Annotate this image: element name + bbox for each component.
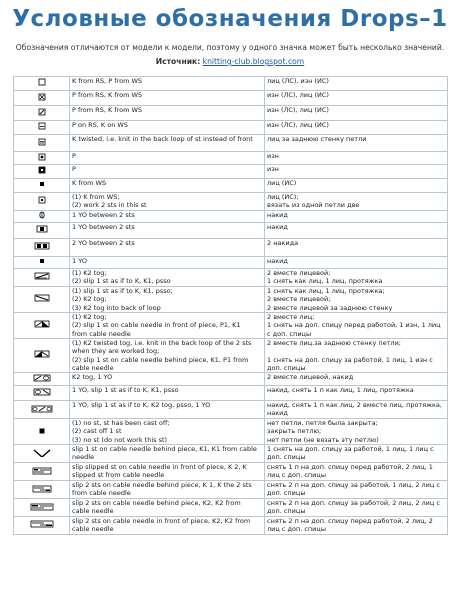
source-link[interactable]: knitting-club.blogspot.com xyxy=(202,57,305,66)
russian-description: лиц (ИС) xyxy=(265,179,448,193)
table-row xyxy=(14,463,448,481)
symbol-cell xyxy=(14,386,70,401)
table-row xyxy=(14,91,448,106)
russian-description: 2 вместе лиц; 1 снять на доп. спицу перед работой, 1 изн, 1 лиц с доп. спицы xyxy=(265,313,448,339)
english-description: slip 2 sts on cable needle behind piece, K2, K2 from cable needle xyxy=(70,499,265,517)
table-row xyxy=(14,401,448,419)
russian-description: накид, снять 1 п как лиц, 2 вместе лиц, протяжка, накид xyxy=(265,401,448,419)
cable-4-right-icon xyxy=(30,503,54,513)
symbol-cell xyxy=(14,121,70,135)
symbol-cell xyxy=(14,287,70,313)
yo-sl1-k2tog-icon xyxy=(31,405,53,415)
source-line xyxy=(0,57,460,66)
symbol-cell xyxy=(14,179,70,193)
symbol-cell xyxy=(14,135,70,152)
source-label: Источник: xyxy=(155,57,201,66)
russian-description: накид xyxy=(265,223,448,239)
russian-description: накид xyxy=(265,211,448,223)
symbol-cell xyxy=(14,193,70,211)
russian-description: снять 2 п на доп. спицу за работой, 2 лиц, 2 лиц с доп. спицы xyxy=(265,499,448,517)
table-row xyxy=(14,445,448,463)
english-description: (1) K2 twisted tog, i.e. knit in the back loop of the 2 sts when they are worked tog; (2) slip 1 st on cable needle behind piece, K1, P1 from cable needle xyxy=(70,339,265,373)
russian-description: изн (ЛС), лиц (ИС) xyxy=(265,121,448,135)
table-row xyxy=(14,499,448,517)
symbol-cell xyxy=(14,223,70,239)
symbol-cell xyxy=(14,481,70,499)
symbols-table xyxy=(13,76,448,535)
wide-double-square-icon xyxy=(34,242,50,252)
table-row xyxy=(14,386,448,401)
ssk-wide-icon xyxy=(34,294,50,304)
english-description: K from RS, P from WS xyxy=(70,77,265,91)
english-description: (1) no st, st has been cast off; (2) cast off 1 st (3) no st (do not work this st) xyxy=(70,419,265,445)
english-description: slip slipped st on cable needle in front of piece, K 2, K slipped st from cable needle xyxy=(70,463,265,481)
symbol-cell xyxy=(14,165,70,179)
cable-black-icon xyxy=(34,320,50,330)
slash-square-icon xyxy=(38,108,46,118)
russian-description: 2 накида xyxy=(265,239,448,257)
english-description: (1) K2 tog; (2) slip 1 st on cable needle in front of piece, P1, K1 from cable needle xyxy=(70,313,265,339)
russian-description: снять 2 п на доп. спицу за работой, 1 лиц, 2 лиц с доп. спицы xyxy=(265,481,448,499)
k2tog-wide-icon xyxy=(34,272,50,282)
twisted-square-icon xyxy=(38,138,46,148)
symbol-cell xyxy=(14,463,70,481)
english-description: P from RS, K from WS xyxy=(70,106,265,121)
symbol-cell xyxy=(14,257,70,269)
table-row xyxy=(14,152,448,165)
table-row xyxy=(14,223,448,239)
english-description: slip 2 sts on cable needle in front of piece, K2, K2 from cable needle xyxy=(70,517,265,535)
english-description: P from RS, K from WS xyxy=(70,91,265,106)
english-description: 1 YO, slip 1 st as if to K, K2 tog, psso, 1 YO xyxy=(70,401,265,419)
dot-square-b-icon xyxy=(38,196,46,206)
russian-description: лиц (ИС); вязать из одной петли две xyxy=(265,193,448,211)
russian-description: снять 1 п на доп. спицу перед работой, 2 лиц, 1 лиц с доп. спицы xyxy=(265,463,448,481)
table-row xyxy=(14,239,448,257)
dash-square-icon xyxy=(38,122,46,132)
v-decrease-icon xyxy=(33,449,51,459)
symbol-cell xyxy=(14,517,70,535)
table-row xyxy=(14,135,448,152)
russian-description: накид, снять 1 п как лиц, 1 лиц, протяжка xyxy=(265,386,448,401)
english-description: (1) slip 1 st as if to K, K1, psso; (2) K2 tog; (3) K2 tog into back of loop xyxy=(70,287,265,313)
table-row xyxy=(14,481,448,499)
table-row xyxy=(14,179,448,193)
table-row xyxy=(14,77,448,91)
english-description: P xyxy=(70,152,265,165)
page-title: Условные обозначения Drops–1 xyxy=(12,6,448,32)
symbol-cell xyxy=(14,401,70,419)
symbol-cell xyxy=(14,239,70,257)
double-square-icon xyxy=(36,225,48,235)
table-row xyxy=(14,257,448,269)
x-square-icon xyxy=(38,93,46,103)
table-row xyxy=(14,313,448,339)
cable-3-right-icon xyxy=(32,467,52,477)
russian-description: изн xyxy=(265,152,448,165)
english-description: 1 YO between 2 sts xyxy=(70,223,265,239)
table-row xyxy=(14,419,448,445)
symbol-cell xyxy=(14,152,70,165)
table-row xyxy=(14,373,448,386)
sl1-yo-icon xyxy=(33,388,51,398)
russian-description: изн (ЛС), лиц (ИС) xyxy=(265,106,448,121)
symbol-cell xyxy=(14,91,70,106)
english-description: 2 YO between 2 sts xyxy=(70,239,265,257)
russian-description: 2 вместе лиц.за заднюю стенку петли; 1 снять на доп. спицу за работой, 1 лиц, 1 изн с доп. спицы xyxy=(265,339,448,373)
symbol-cell xyxy=(14,106,70,121)
english-description: (1) K from WS; (2) work 2 sts in this st xyxy=(70,193,265,211)
symbol-cell xyxy=(14,445,70,463)
russian-description: снять 2 п на доп. спицу перед работой, 2 лиц, 2 лиц с доп. спицы xyxy=(265,517,448,535)
symbol-cell xyxy=(14,339,70,373)
russian-description: лиц (ЛС), изн (ИС) xyxy=(265,77,448,91)
table-row xyxy=(14,193,448,211)
cable-3-left-icon xyxy=(32,485,52,495)
symbol-cell xyxy=(14,419,70,445)
table-row xyxy=(14,165,448,179)
symbol-cell xyxy=(14,373,70,386)
small-black-square-icon xyxy=(38,180,46,190)
english-description: slip 1 st on cable needle behind piece, K1, K1 from cable needle xyxy=(70,445,265,463)
english-description: (1) K2 tog; (2) slip 1 st as if to K, K1, psso xyxy=(70,269,265,287)
english-description: 1 YO between 2 sts xyxy=(70,211,265,223)
black-dot-icon xyxy=(38,257,46,267)
english-description: K from WS xyxy=(70,179,265,193)
table-row xyxy=(14,121,448,135)
english-description: P on RS, K on WS xyxy=(70,121,265,135)
symbol-cell xyxy=(14,269,70,287)
bind-off-icon xyxy=(38,427,46,437)
k2tog-yo-icon xyxy=(33,374,51,384)
table-row xyxy=(14,287,448,313)
table-row xyxy=(14,339,448,373)
russian-description: изн xyxy=(265,165,448,179)
russian-description: лиц за заднюю стенку петли xyxy=(265,135,448,152)
cable-4-left-icon xyxy=(30,520,54,530)
russian-description: накид xyxy=(265,257,448,269)
symbol-cell xyxy=(14,77,70,91)
table-row xyxy=(14,211,448,223)
russian-description: 1 снять на доп. спицу за работой, 1 лиц, 1 лиц с доп. спицы xyxy=(265,445,448,463)
russian-description: изн (ЛС), лиц (ИС) xyxy=(265,91,448,106)
dot-square-icon xyxy=(38,153,46,163)
page-subtitle: Обозначения отличаются от модели к модели, поэтому у одного значка может быть несколько значений. xyxy=(15,43,445,52)
oval-yo-icon xyxy=(38,211,46,221)
symbol-cell xyxy=(14,499,70,517)
english-description: P xyxy=(70,165,265,179)
cable-black-2-icon xyxy=(34,350,50,360)
russian-description: 2 вместе лицевой; 1 снять как лиц, 1 лиц, протяжка xyxy=(265,269,448,287)
english-description: slip 2 sts on cable needle behind piece, K 1, K the 2 sts from cable needle xyxy=(70,481,265,499)
table-row xyxy=(14,106,448,121)
russian-description: 2 вместе лицевой, накид xyxy=(265,373,448,386)
filled-square-icon xyxy=(38,166,46,176)
empty-square-icon xyxy=(38,78,46,88)
russian-description: нет петли, петля была закрыта; закрыть петлю; нет петли (не вязать эту петлю) xyxy=(265,419,448,445)
table-row xyxy=(14,517,448,535)
symbol-cell xyxy=(14,313,70,339)
symbol-cell xyxy=(14,211,70,223)
english-description: K twisted, i.e. knit in the back loop of st instead of front xyxy=(70,135,265,152)
english-description: 1 YO, slip 1 st as if to K, K1, psso xyxy=(70,386,265,401)
english-description: K2 tog, 1 YO xyxy=(70,373,265,386)
english-description: 1 YO xyxy=(70,257,265,269)
table-row xyxy=(14,269,448,287)
russian-description: 1 снять как лиц, 1 лиц, протяжка; 2 вместе лицевой; 2 вместе лицевой за заднюю стенку xyxy=(265,287,448,313)
